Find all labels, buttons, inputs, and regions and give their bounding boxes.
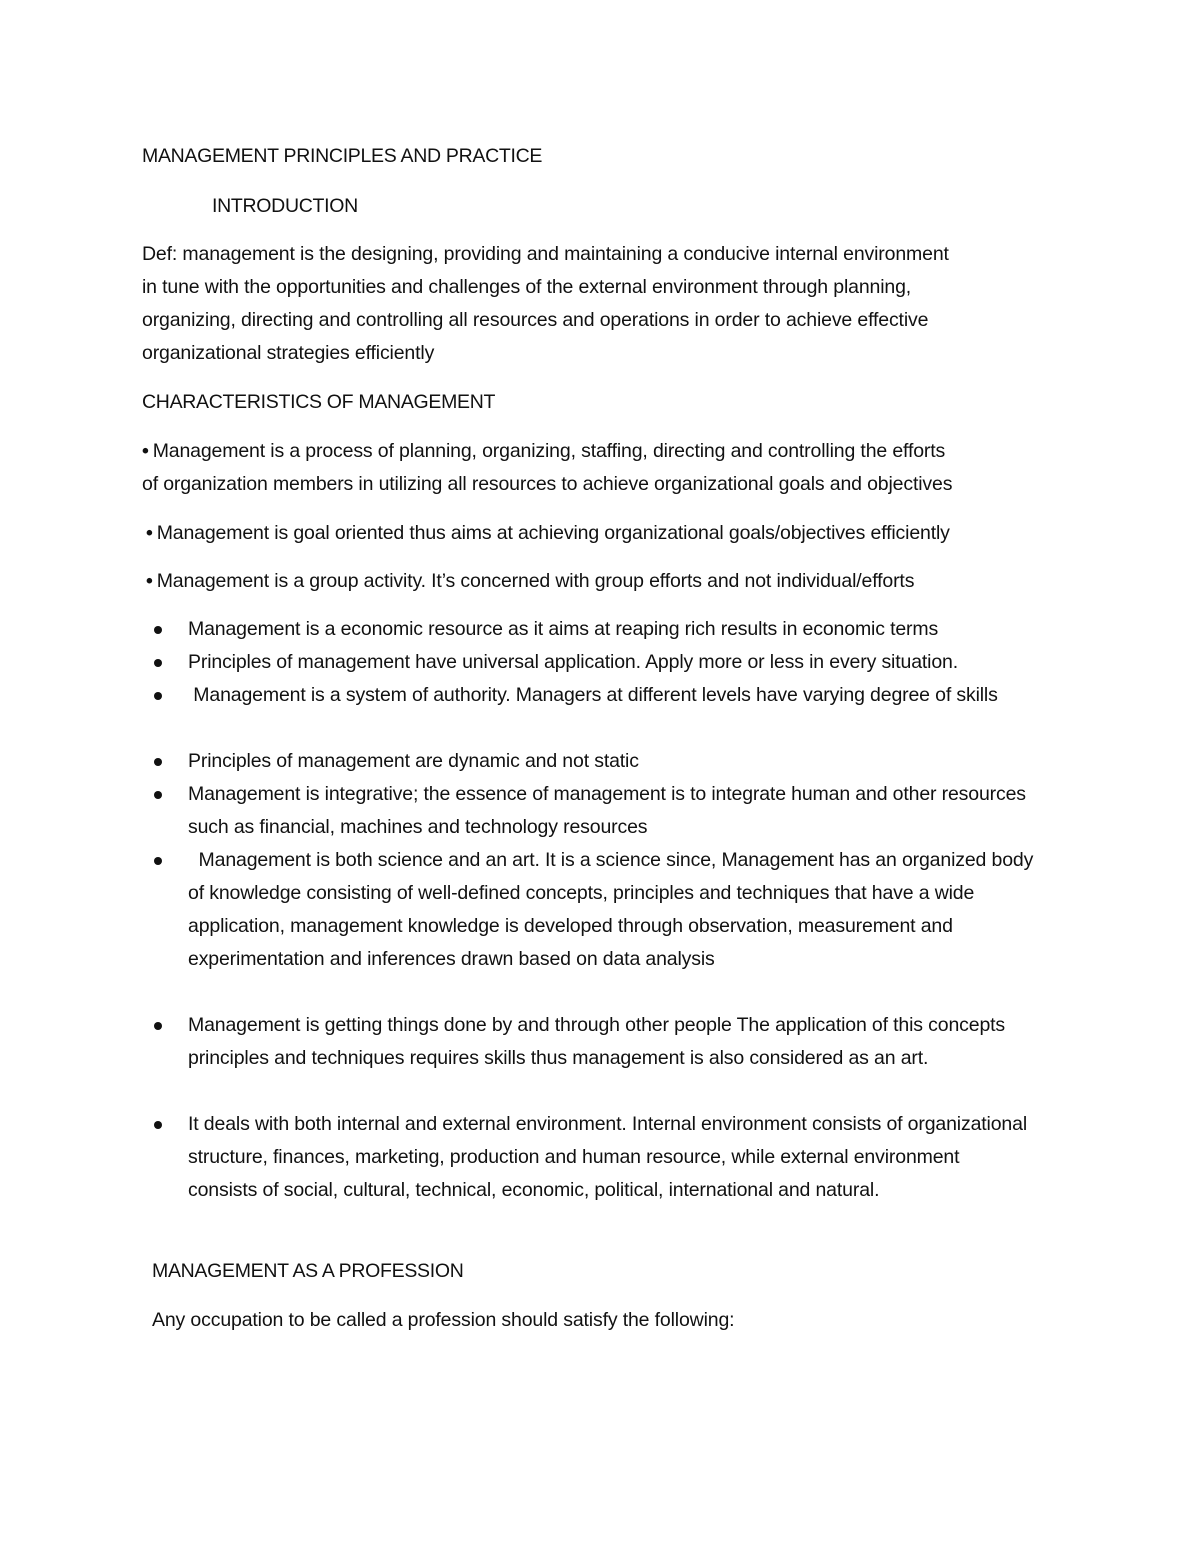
bullet-icon: [154, 659, 162, 667]
bullet-icon: [154, 1022, 162, 1030]
characteristics-heading: CHARACTERISTICS OF MANAGEMENT: [142, 391, 496, 413]
bullet-icon: •: [146, 570, 153, 592]
profession-heading: MANAGEMENT AS A PROFESSION: [152, 1260, 464, 1282]
list-item: Management is a system of authority. Managers at different levels have varying degree of skills: [188, 679, 1058, 712]
inline-bullet-paragraph: [146, 565, 914, 598]
list-item: Management is getting things done by and through other people The application of this concepts principles and techniques requires skills thus management is also considered as an art.: [188, 1009, 1053, 1075]
bullet-icon: •: [146, 522, 153, 544]
list-item: Management is both science and an art. It is a science since, Management has an organized body of knowledge consisting of well-defined concepts, principles and techniques that have a wide application, management knowledge is developed through observation, measurement and experimentation and inferences drawn based on data analysis: [188, 844, 1043, 976]
paragraph-line: Management is goal oriented thus aims at achieving organizational goals/objectives efficiently: [156, 522, 950, 544]
document-title: MANAGEMENT PRINCIPLES AND PRACTICE: [142, 145, 543, 167]
bullet-icon: [154, 791, 162, 799]
inline-bullet-paragraph: [146, 517, 950, 550]
paragraph-line: Management is a process of planning, organizing, staffing, directing and controlling the efforts: [152, 440, 946, 462]
profession-intro: Any occupation to be called a profession should satisfy the following:: [152, 1309, 735, 1331]
definition-line: in tune with the opportunities and challenges of the external environment through planning,: [142, 276, 912, 298]
bullet-icon: [154, 1121, 162, 1129]
list-item: Management is a economic resource as it aims at reaping rich results in economic terms: [188, 613, 1088, 646]
bullet-icon: [154, 626, 162, 634]
list-item: Management is integrative; the essence of management is to integrate human and other resources such as financial, machines and technology resources: [188, 778, 1048, 844]
list-item: It deals with both internal and external environment. Internal environment consists of organizational structure, finances, marketing, production and human resource, while external environment consists of social, cultural, technical, economic, political, international and natural.: [188, 1108, 1028, 1207]
list-item: Principles of management have universal application. Apply more or less in every situation.: [188, 646, 1088, 679]
bullet-icon: [154, 857, 162, 865]
definition-line: organizational strategies efficiently: [142, 342, 435, 364]
bullet-icon: •: [142, 440, 149, 462]
paragraph-line: Management is a group activity. It’s concerned with group efforts and not individual/efforts: [156, 570, 915, 592]
definition-line: organizing, directing and controlling all resources and operations in order to achieve effective: [142, 309, 929, 331]
bullet-icon: [154, 692, 162, 700]
list-item: Principles of management are dynamic and not static: [188, 745, 1088, 778]
paragraph-line: of organization members in utilizing all resources to achieve organizational goals and objectives: [142, 473, 953, 495]
intro-heading: INTRODUCTION: [212, 195, 358, 217]
definition-line: Def: management is the designing, providing and maintaining a conducive internal environment: [142, 243, 949, 265]
bullet-icon: [154, 758, 162, 766]
